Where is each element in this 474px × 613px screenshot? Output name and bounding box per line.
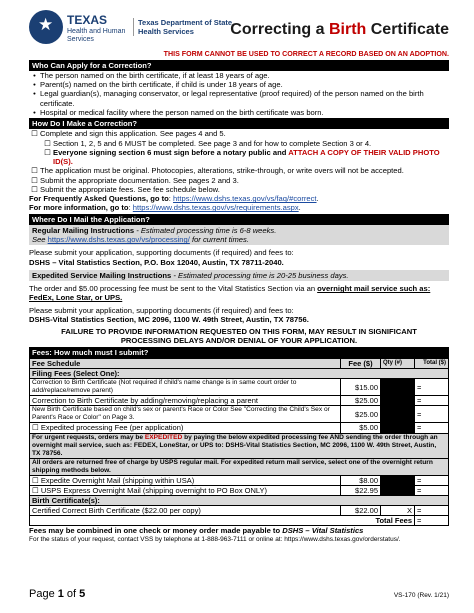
- bullet-icon: •: [33, 80, 36, 90]
- total-input[interactable]: =: [415, 423, 449, 433]
- processing-link[interactable]: https://www.dshs.texas.gov/vs/processing/: [47, 235, 190, 245]
- fee-value: $22.95: [341, 485, 381, 495]
- checklist-item[interactable]: [29, 185, 449, 194]
- notary-text: Everyone signing section 6 must sign before a notary public and: [53, 147, 289, 157]
- col-schedule: Fee Schedule: [30, 358, 341, 368]
- more-label: For more information, go to: [29, 203, 129, 213]
- mail-heading: Where Do I Mail the Application?: [29, 214, 449, 225]
- failure-warning: FAILURE TO PROVIDE INFORMATION REQUESTED ON THIS FORM, MAY RESULT IN SIGNIFICANT PROCESSING DELAYS AND/OR DENIAL OF YOUR APPLICATION.: [61, 327, 417, 346]
- checklist-text: Submit the appropriate fees. See fee schedule below.: [40, 184, 220, 194]
- more-info-line: For more information, go to: https://www.dshs.texas.gov/vs/requirements.aspx.: [29, 203, 301, 213]
- page-total: 5: [79, 588, 86, 600]
- submit-instructions-2: Please submit your application, supporting documents (if required) and fees to:: [29, 305, 294, 315]
- checkbox-icon[interactable]: ☐: [44, 138, 51, 148]
- title-red: Birth: [328, 21, 367, 38]
- who-item: [29, 71, 449, 80]
- see-post: for current times.: [189, 235, 249, 245]
- expedited-mail-bar: [29, 270, 449, 281]
- agency-line3: Services: [67, 36, 94, 44]
- checklist-item[interactable]: [29, 129, 449, 138]
- regular-address: DSHS – Vital Statistics Section, P.O. Box 12040, Austin, TX 78711-2040.: [29, 257, 284, 267]
- fee-value: $25.00: [341, 396, 381, 406]
- form-page: [29, 8, 449, 544]
- col-qty: Qty (#): [381, 358, 415, 368]
- checklist-text: Section 1, 2, 5 and 6 MUST be completed. See page 3 and for how to complete Section 3 or 4.: [53, 138, 372, 148]
- total-label: Total Fees: [30, 516, 415, 526]
- checkbox-icon[interactable]: ☐: [32, 423, 41, 433]
- combine-text: Fees may be combined in one check or money order made payable to: [29, 526, 283, 536]
- checklist-text: The application must be original. Photocopies, alterations, strike-through, or write overs will not be accepted.: [40, 166, 404, 176]
- checklist-item[interactable]: [29, 139, 449, 148]
- who-item-text: Parent(s) named on the birth certificate, if child is under 18 years of age.: [40, 80, 283, 90]
- page-footer: [29, 588, 449, 601]
- col-fee: Fee ($): [341, 358, 381, 368]
- star-icon: ★: [38, 15, 54, 34]
- faq-line: For Frequently Asked Questions, go to: https://www.dshs.texas.gov/vs/faq/#correct.: [29, 194, 319, 204]
- title-pre: Correcting a: [230, 21, 329, 38]
- return-note-row: [30, 458, 449, 475]
- ship-row: [30, 485, 449, 495]
- who-item: [29, 80, 449, 89]
- expedited-word: EXPEDITED: [144, 433, 183, 441]
- fee-row: [30, 396, 449, 406]
- page-mid: of: [63, 588, 80, 600]
- checkbox-icon[interactable]: ☐: [32, 485, 41, 495]
- agency-line1: TEXAS: [67, 13, 108, 27]
- bullet-icon: •: [33, 89, 36, 99]
- filing-heading-row: [30, 369, 449, 379]
- qty-cell: [381, 485, 415, 495]
- ship-label-cell[interactable]: [30, 475, 341, 485]
- payee-text: DSHS – Vital Statistics: [282, 526, 364, 536]
- overnight-text: overnight mail service such as: FedEx, Lone Star, or UPS.: [29, 284, 431, 303]
- checklist-item[interactable]: [29, 166, 449, 175]
- regular-mail-bar: [29, 225, 449, 246]
- status-note: For the status of your request, contact VSS by telephone at 1-888-963-7111 or online at: https://www.dshs.texas.gov/orderstatus/.: [29, 535, 401, 543]
- filing-heading: Filing Fees (Select One):: [30, 369, 449, 379]
- return-note: All orders are returned free of charge by USPS regular mail. For expedited return mail service, select one of the overnight return shipping methods below.: [30, 458, 449, 475]
- ship-label-cell[interactable]: [30, 485, 341, 495]
- fee-value: $15.00: [341, 379, 381, 396]
- birth-heading-row: [30, 496, 449, 506]
- expedite-label-cell[interactable]: [30, 423, 341, 433]
- page-num: 1: [57, 588, 64, 600]
- checkbox-icon[interactable]: ☐: [44, 147, 51, 157]
- dept-name: [133, 18, 232, 36]
- page-title: [230, 20, 449, 40]
- form-header: [29, 8, 449, 50]
- expedite-note-row: [30, 433, 449, 458]
- expedite-note: [30, 433, 449, 458]
- checklist-text: Submit the appropriate documentation. See pages 2 and 3.: [40, 175, 239, 185]
- fee-value: $22.00: [341, 506, 381, 516]
- who-item: [29, 89, 449, 108]
- checkbox-icon[interactable]: ☐: [32, 475, 41, 485]
- combine-note: [29, 526, 449, 535]
- fee-table: [29, 358, 449, 527]
- checkbox-icon[interactable]: ☐: [31, 129, 38, 139]
- qty-input[interactable]: [381, 506, 415, 516]
- order-text: The order and $5.00 processing fee must be sent to the Vital Statistics Section via an: [29, 284, 318, 294]
- fee-label: Correction to Birth Certificate by adding/removing/replacing a parent: [30, 396, 341, 406]
- fee-value: $5.00: [341, 423, 381, 433]
- see-text: See: [32, 235, 48, 245]
- cert-label: Certified Correct Birth Certificate ($22.00 per copy): [30, 506, 341, 516]
- order-note: [29, 284, 449, 303]
- dept-line1: Texas Department of State: [138, 18, 233, 27]
- checkbox-icon[interactable]: ☐: [31, 166, 38, 176]
- fees-heading: Fees: How much must I submit?: [29, 347, 449, 358]
- fee-row: [30, 406, 449, 423]
- exp-label: Expedited Service Mailing Instructions: [32, 270, 172, 280]
- qty-cell: [381, 475, 415, 485]
- who-item-text: Legal guardian(s), managing conservator, or legal representative (proof required) of the person named on the birth certificate.: [40, 89, 424, 108]
- total-input[interactable]: =: [415, 506, 449, 516]
- fee-label: New Birth Certificate based on child's sex or parent's Race or Color See "Correcting the Child's Sex or Parent's Race or Color" on Page 3.: [30, 406, 341, 423]
- more-link[interactable]: https://www.dshs.texas.gov/vs/requirements.aspx: [132, 203, 299, 213]
- total-input[interactable]: =: [415, 396, 449, 406]
- expedite-label: Expedited processing Fee (per application): [40, 423, 184, 433]
- regular-note: - Estimated processing time is 6-8 weeks.: [134, 225, 277, 235]
- total-input[interactable]: =: [415, 379, 449, 396]
- total-row: [30, 516, 449, 526]
- submit-instructions: Please submit your application, supporting documents (if required) and fees to:: [29, 248, 294, 258]
- title-post: Certificate: [366, 21, 449, 38]
- who-item-text: Hospital or medical facility where the person named on the birth certificate was born.: [40, 107, 324, 117]
- who-item-text: The person named on the birth certificate, if at least 18 years of age.: [40, 70, 270, 80]
- qty-input[interactable]: [381, 396, 415, 406]
- who-heading: Who Can Apply for a Correction?: [29, 60, 449, 71]
- who-list: [29, 71, 449, 117]
- faq-link[interactable]: https://www.dshs.texas.gov/vs/faq/#correct: [173, 194, 317, 204]
- col-total: Total ($): [415, 358, 449, 368]
- how-heading: How Do I Make a Correction?: [29, 118, 449, 129]
- fee-value: $8.00: [341, 475, 381, 485]
- form-id: VS-170 (Rev. 1/21): [393, 592, 449, 599]
- exp-note: - Estimated processing time is 20-25 business days.: [171, 270, 349, 280]
- qty-cell: [381, 423, 415, 433]
- grand-total-input[interactable]: =: [415, 516, 449, 526]
- faq-label: For Frequently Asked Questions, go to: [29, 194, 169, 204]
- checklist-item[interactable]: [29, 148, 449, 167]
- expedite-row: [30, 423, 449, 433]
- page-pre: Page: [29, 588, 58, 600]
- expedited-address: DSHS-Vital Statistics Section, MC 2096, 1100 W. 49th Street, Austin, TX 78756.: [29, 314, 309, 324]
- page-number: [29, 588, 449, 601]
- qty-input[interactable]: [381, 379, 415, 396]
- fee-header-row: [30, 358, 449, 368]
- regular-label: Regular Mailing Instructions: [32, 225, 135, 235]
- fee-value: $25.00: [341, 406, 381, 423]
- total-input[interactable]: =: [415, 485, 449, 495]
- photo-id-text: ATTACH A COPY OF THEIR VALID PHOTO ID(S).: [53, 147, 440, 167]
- total-input[interactable]: =: [415, 406, 449, 423]
- checkbox-icon[interactable]: ☐: [31, 175, 38, 185]
- ship-label: USPS Express Overnight Mail (shipping overnight to PO Box ONLY): [40, 485, 268, 495]
- agency-line2: Health and Human: [67, 27, 126, 35]
- expedite-note-pre: For urgent requests, orders may be: [32, 433, 145, 441]
- cert-row: [30, 506, 449, 516]
- dept-line2: Health Services: [138, 27, 194, 37]
- fee-label: Correction to Birth Certificate (Not required if child's name change is in same court order to add/replace/remove parent): [30, 379, 341, 396]
- fee-row: [30, 379, 449, 396]
- checklist-item[interactable]: [29, 176, 449, 185]
- qty-input[interactable]: [381, 406, 415, 423]
- ship-label: Expedite Overnight Mail (shipping within USA): [40, 475, 195, 485]
- checkbox-icon[interactable]: ☐: [31, 184, 38, 194]
- ship-row: [30, 475, 449, 485]
- times-sign: X: [406, 506, 412, 516]
- who-item: [29, 108, 449, 117]
- bullet-icon: •: [33, 107, 36, 117]
- checklist-text: Complete and sign this application. See pages 4 and 5.: [40, 129, 226, 139]
- texas-hhs-logo: [29, 10, 63, 44]
- adoption-warning: THIS FORM CANNOT BE USED TO CORRECT A RECORD BASED ON AN ADOPTION.: [163, 50, 449, 58]
- expedite-note-post: by paying the below expedited processing fee AND sending the order through an overnight mail service, such as: FEDEX, LoneStar, or UPS to: DSHS-Vital Statistics Section, MC 2096, 1100 W. 49th Street, Austin, TX 78756.: [32, 433, 438, 457]
- bullet-icon: •: [33, 70, 36, 80]
- agency-name: [67, 13, 125, 45]
- total-input[interactable]: =: [415, 475, 449, 485]
- birth-heading: Birth Certificate(s):: [30, 496, 449, 506]
